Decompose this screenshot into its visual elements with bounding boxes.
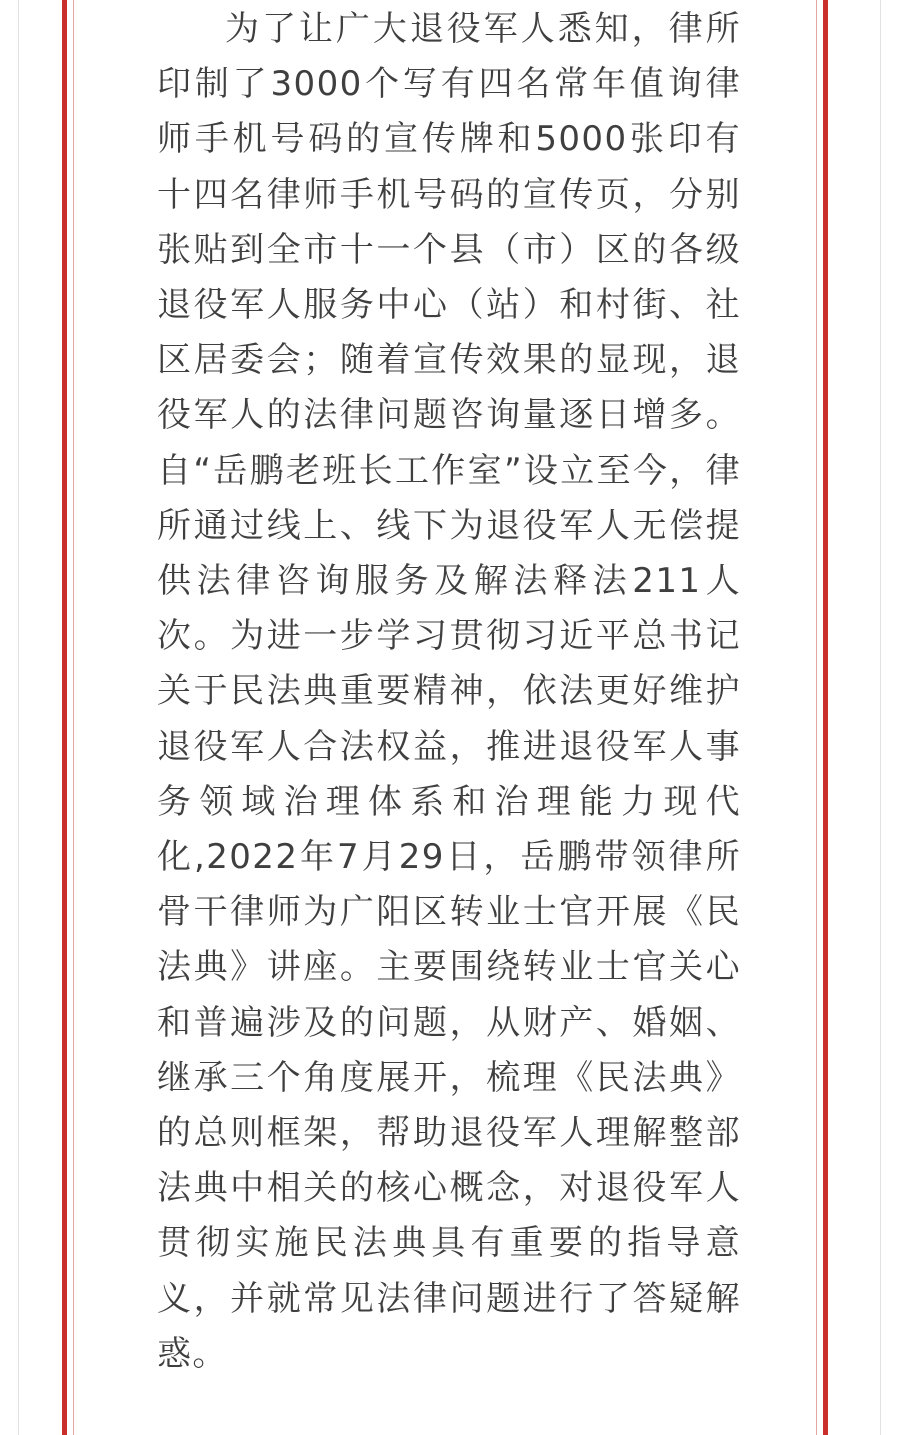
page-edge-left (18, 0, 19, 1435)
page-edge-right (880, 0, 881, 1435)
article-paragraph: 为了让广大退役军人悉知，律所印制了3000个写有四名常年值询律师手机号码的宣传牌和5000张印有十四名律师手机号码的宣传页，分别张贴到全市十一个县（市）区的各级退役军人服务中心（站）和村街、社区居委会；随着宣传效果的显现，退役军人的法律问题咨询量逐日增多。自“岳鹏老班长工作室”设立至今，律所通过线上、线下为退役军人无偿提供法律咨询服务及解法释法211人次。为进一步学习贯彻习近平总书记关于民法典重要精神，依法更好维护退役军人合法权益，推进退役军人事务领域治理体系和治理能力现代化,2022年7月29日，岳鹏带领律所骨干律师为广阳区转业士官开展《民法典》讲座。主要围绕转业士官关心和普遍涉及的问题，从财产、婚姻、继承三个角度展开，梳理《民法典》的总则框架，帮助退役军人理解整部法典中相关的核心概念，对退役军人贯彻实施民法典具有重要的指导意义，并就常见法律问题进行了答疑解惑。 (157, 9, 741, 1374)
article-body (157, 0, 741, 1382)
